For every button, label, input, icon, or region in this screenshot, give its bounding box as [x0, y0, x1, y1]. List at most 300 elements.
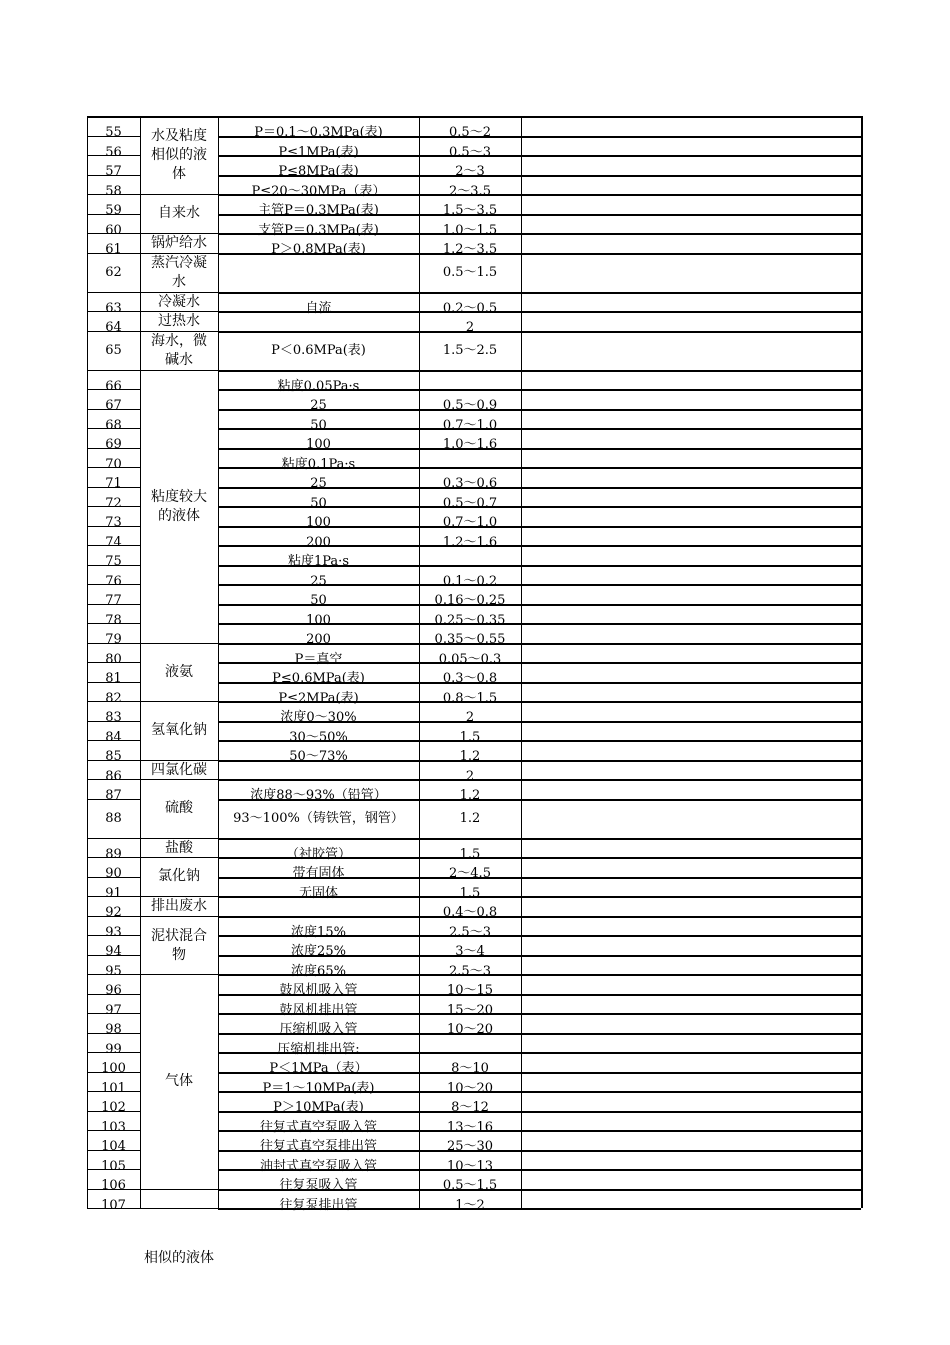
velocity-cell [419, 1072, 521, 1096]
row-number [87, 428, 140, 452]
medium-group-label: 粘度较大的液体 [151, 488, 207, 524]
row-number [87, 974, 140, 998]
row-number-text: 87 [105, 788, 122, 803]
row-number-text: 59 [105, 203, 122, 218]
velocity-text: 0.4～0.8 [442, 905, 498, 920]
velocity-cell [419, 643, 521, 667]
row-number [87, 253, 140, 292]
velocity-text: 0.3～0.6 [442, 476, 498, 491]
condition-cell [222, 233, 415, 257]
condition-text: 粘度1Pa·s [288, 554, 349, 569]
velocity-cell [419, 194, 521, 218]
remarks-cell [521, 857, 861, 877]
row-number [87, 682, 140, 706]
condition-cell [222, 760, 415, 780]
medium-group-label: 水及粘度相似的液体 [151, 127, 207, 182]
row-number [87, 545, 140, 569]
velocity-text: 2.5～3 [449, 925, 491, 940]
row-number [87, 214, 140, 238]
velocity-text: 0.35～0.55 [434, 632, 506, 647]
condition-text: 粘度0.1Pa·s [281, 457, 356, 472]
condition-text: P＜1MPa（表） [269, 1061, 368, 1076]
condition-cell [222, 1150, 415, 1174]
row-number-text: 94 [105, 944, 122, 959]
velocity-cell [419, 331, 521, 370]
condition-text: 浓度15% [291, 925, 346, 940]
row-number [87, 467, 140, 491]
condition-cell [222, 467, 415, 491]
remarks-cell [521, 311, 861, 331]
condition-cell [222, 389, 415, 413]
remarks-cell [521, 604, 861, 624]
condition-cell [222, 1033, 415, 1057]
velocity-cell [419, 389, 521, 413]
velocity-text: 10～20 [446, 1081, 494, 1096]
velocity-cell [419, 604, 521, 628]
velocity-cell [419, 233, 521, 257]
condition-cell [222, 916, 415, 940]
velocity-cell [419, 896, 521, 920]
row-number-text: 79 [105, 632, 122, 647]
velocity-text: 2～3 [455, 164, 485, 179]
condition-text: 25 [310, 398, 327, 413]
row-number [87, 292, 140, 316]
velocity-cell [419, 428, 521, 452]
velocity-cell [419, 545, 521, 565]
remarks-cell [521, 409, 861, 429]
condition-text: P≤20～30MPa（表） [251, 184, 386, 199]
velocity-text: 1.5 [459, 847, 481, 862]
remarks-cell [521, 448, 861, 468]
remarks-cell [521, 779, 861, 799]
row-number [87, 1111, 140, 1135]
row-number-text: 104 [101, 1139, 126, 1154]
remarks-cell [521, 896, 861, 916]
remarks-cell [521, 1052, 861, 1072]
condition-cell [222, 526, 415, 550]
condition-cell [222, 428, 415, 452]
velocity-cell [419, 838, 521, 862]
condition-cell [222, 896, 415, 916]
medium-group-label: 四氯化碳 [151, 761, 207, 778]
condition-cell [222, 643, 415, 667]
remarks-cell [521, 701, 861, 721]
velocity-text: 3～4 [455, 944, 485, 959]
velocity-cell [419, 506, 521, 530]
velocity-cell [419, 1169, 521, 1193]
velocity-text: 1.5 [459, 886, 481, 901]
remarks-cell [521, 584, 861, 604]
row-number [87, 643, 140, 667]
medium-group-label: 蒸汽冷凝水 [151, 254, 207, 290]
condition-text: 100 [306, 437, 331, 452]
remarks-cell [521, 331, 861, 370]
remarks-cell [521, 916, 861, 936]
row-number-text: 55 [105, 125, 122, 140]
velocity-cell [419, 721, 521, 745]
condition-cell [222, 155, 415, 179]
remarks-cell [521, 136, 861, 156]
row-number-text: 80 [105, 652, 122, 667]
condition-text: 浓度65% [291, 964, 346, 979]
condition-text: P≤2MPa(表) [278, 691, 359, 706]
row-number [87, 857, 140, 881]
remarks-cell [521, 175, 861, 195]
condition-text: P＝真空 [294, 652, 343, 667]
condition-text: 浓度0～30% [280, 710, 357, 725]
condition-text: 主管P＝0.3MPa(表) [258, 203, 379, 218]
row-number [87, 760, 140, 784]
velocity-text: 1.0～1.6 [442, 437, 498, 452]
velocity-text: 2～3.5 [449, 184, 491, 199]
row-number-text: 61 [105, 242, 122, 257]
velocity-text: 1～2 [455, 1198, 485, 1213]
row-number-text: 63 [105, 301, 122, 316]
row-number-text: 86 [105, 769, 122, 784]
row-number [87, 740, 140, 764]
velocity-text: 0.5～0.7 [442, 496, 498, 511]
velocity-cell [419, 1130, 521, 1154]
row-number [87, 701, 140, 725]
row-number [87, 779, 140, 803]
row-number [87, 721, 140, 745]
velocity-text: 0.5～0.9 [442, 398, 498, 413]
condition-text: 100 [306, 515, 331, 530]
velocity-text: 2 [465, 320, 475, 335]
row-number-text: 64 [105, 320, 122, 335]
condition-cell [222, 1052, 415, 1076]
velocity-cell [419, 701, 521, 725]
row-number-text: 65 [105, 342, 122, 358]
condition-text: 鼓风机排出管 [279, 1003, 358, 1018]
row-number-text: 71 [105, 476, 122, 491]
condition-cell [222, 253, 415, 292]
velocity-text: 0.5～1.5 [442, 1178, 498, 1193]
remarks-cell [521, 1130, 861, 1150]
row-number-text: 81 [105, 671, 122, 686]
condition-text: 浓度88～93%（铅管） [250, 788, 387, 803]
condition-text: 压缩机吸入管 [279, 1022, 358, 1037]
row-number-text: 100 [101, 1061, 126, 1076]
condition-cell [222, 682, 415, 706]
velocity-cell [419, 857, 521, 881]
remarks-cell [521, 233, 861, 253]
row-number [87, 389, 140, 413]
remarks-cell [521, 623, 861, 643]
row-number-text: 66 [105, 379, 122, 394]
remarks-cell [521, 682, 861, 702]
velocity-text: 1.5～3.5 [442, 203, 498, 218]
velocity-cell [419, 448, 521, 468]
remarks-cell [521, 740, 861, 760]
condition-cell [222, 740, 415, 764]
remarks-cell [521, 974, 861, 994]
velocity-cell [419, 116, 521, 140]
condition-cell [222, 565, 415, 589]
velocity-cell [419, 779, 521, 803]
row-number-text: 106 [101, 1178, 126, 1193]
medium-group-label: 液氨 [165, 664, 193, 680]
row-number-text: 77 [105, 593, 122, 608]
velocity-cell [419, 623, 521, 647]
row-number-text: 74 [105, 535, 122, 550]
condition-cell [222, 506, 415, 530]
row-number [87, 877, 140, 901]
row-number-text: 90 [105, 866, 122, 881]
condition-cell [222, 701, 415, 725]
velocity-cell [419, 526, 521, 550]
remarks-cell [521, 838, 861, 858]
condition-text: 自流 [305, 301, 332, 316]
condition-cell [222, 779, 415, 803]
row-number [87, 623, 140, 647]
remarks-cell [521, 1013, 861, 1033]
velocity-cell [419, 253, 521, 292]
velocity-cell [419, 136, 521, 160]
velocity-cell [419, 760, 521, 784]
velocity-text: 0.16～0.25 [434, 593, 506, 608]
row-number-text: 56 [105, 145, 122, 160]
row-number-text: 69 [105, 437, 122, 452]
row-number [87, 487, 140, 511]
condition-cell [222, 487, 415, 511]
velocity-cell [419, 292, 521, 316]
row-number-text: 73 [105, 515, 122, 530]
row-number [87, 311, 140, 335]
velocity-text: 10～15 [446, 983, 494, 998]
remarks-cell [521, 565, 861, 585]
condition-cell [222, 409, 415, 433]
condition-text: 带有固体 [292, 866, 345, 881]
remarks-cell [521, 467, 861, 487]
row-number-text: 70 [105, 457, 122, 472]
condition-cell [222, 955, 415, 979]
condition-text: 30～50% [289, 730, 348, 745]
condition-text: （衬胶管） [285, 847, 351, 862]
row-number [87, 935, 140, 959]
row-number [87, 1169, 140, 1193]
row-number [87, 916, 140, 940]
row-number [87, 116, 140, 140]
velocity-cell [419, 916, 521, 940]
velocity-text: 10～13 [446, 1159, 494, 1174]
condition-text: 25 [310, 476, 327, 491]
remarks-cell [521, 487, 861, 507]
condition-cell [222, 662, 415, 686]
row-number [87, 194, 140, 218]
row-number [87, 799, 140, 838]
velocity-cell [419, 682, 521, 706]
condition-cell [222, 331, 415, 370]
row-number [87, 838, 140, 862]
condition-cell [222, 370, 415, 394]
condition-cell [222, 116, 415, 140]
condition-cell [222, 1072, 415, 1096]
row-number-text: 83 [105, 710, 122, 725]
velocity-text: 0.3～0.8 [442, 671, 498, 686]
velocity-cell [419, 214, 521, 238]
velocity-cell [419, 740, 521, 764]
remarks-cell [521, 506, 861, 526]
condition-cell [222, 877, 415, 901]
condition-cell [222, 799, 415, 838]
row-number [87, 1130, 140, 1154]
remarks-cell [521, 214, 861, 234]
row-number-text: 103 [101, 1120, 126, 1135]
condition-cell [222, 175, 415, 199]
row-number [87, 1013, 140, 1037]
row-number-text: 57 [105, 164, 122, 179]
velocity-text: 0.5～3 [449, 145, 491, 160]
row-number [87, 526, 140, 550]
velocity-text: 1.2 [459, 810, 481, 826]
remarks-cell [521, 799, 861, 838]
velocity-cell [419, 467, 521, 491]
medium-group-label [146, 1189, 212, 1209]
column-divider [140, 116, 141, 1208]
remarks-cell [521, 194, 861, 214]
velocity-text: 0.2～0.5 [442, 301, 498, 316]
row-number-text: 72 [105, 496, 122, 511]
condition-text: 往复泵吸入管 [279, 1178, 358, 1193]
velocity-cell [419, 955, 521, 979]
row-number-text: 62 [105, 264, 122, 280]
medium-group-label: 氯化钠 [158, 868, 200, 884]
remarks-cell [521, 877, 861, 897]
condition-cell [222, 838, 415, 862]
velocity-text: 0.7～1.0 [442, 515, 498, 530]
row-number-text: 91 [105, 886, 122, 901]
velocity-cell [419, 662, 521, 686]
row-number-text: 76 [105, 574, 122, 589]
remarks-cell [521, 1072, 861, 1092]
velocity-cell [419, 1052, 521, 1076]
condition-text: 50 [310, 418, 327, 433]
condition-text: 支管P＝0.3MPa(表) [258, 223, 379, 238]
remarks-cell [521, 1091, 861, 1111]
medium-group-label: 泥状混合物 [151, 927, 207, 963]
medium-group-label: 排出废水 [151, 897, 207, 914]
row-number-text: 105 [101, 1159, 126, 1174]
row-number [87, 1091, 140, 1115]
row-number-text: 67 [105, 398, 122, 413]
row-number-text: 75 [105, 554, 122, 569]
condition-text: 往复式真空泵排出管 [259, 1139, 377, 1154]
velocity-text: 0.8～1.5 [442, 691, 498, 706]
row-number-text: 107 [101, 1198, 126, 1213]
velocity-text: 10～20 [446, 1022, 494, 1037]
velocity-cell [419, 584, 521, 608]
condition-text: 压缩机排出管: [277, 1042, 360, 1057]
velocity-text: 2～4.5 [449, 866, 491, 881]
condition-text: 50 [310, 496, 327, 511]
condition-cell [222, 292, 415, 316]
velocity-cell [419, 1091, 521, 1115]
condition-cell [222, 1189, 415, 1213]
condition-cell [222, 136, 415, 160]
velocity-text: 1.2 [459, 788, 481, 803]
velocity-cell [419, 1189, 521, 1213]
velocity-text: 13～16 [446, 1120, 494, 1135]
condition-text: P＞10MPa(表) [273, 1100, 364, 1115]
condition-text: P≤0.6MPa(表) [272, 671, 365, 686]
row-number-text: 102 [101, 1100, 126, 1115]
row-number-text: 88 [105, 810, 122, 826]
row-number [87, 604, 140, 628]
velocity-text: 0.1～0.2 [442, 574, 498, 589]
velocity-cell [419, 409, 521, 433]
row-number [87, 370, 140, 394]
medium-group-label: 硫酸 [165, 800, 193, 816]
condition-text: P≤8MPa(表) [278, 164, 359, 179]
velocity-text: 1.5～2.5 [442, 342, 498, 358]
row-number [87, 175, 140, 199]
velocity-cell [419, 935, 521, 959]
remarks-cell [521, 721, 861, 741]
row-number [87, 155, 140, 179]
remarks-cell [521, 643, 861, 663]
row-number-text: 93 [105, 925, 122, 940]
row-number [87, 662, 140, 686]
row-number [87, 1072, 140, 1096]
medium-group-label: 气体 [165, 1073, 193, 1089]
overflow-text: 相似的液体 [144, 1250, 214, 1266]
remarks-cell [521, 389, 861, 409]
row-number [87, 448, 140, 472]
condition-cell [222, 721, 415, 745]
velocity-text: 8～12 [451, 1100, 489, 1115]
row-number-text: 95 [105, 964, 122, 979]
condition-text: 100 [306, 613, 331, 628]
row-number-text: 82 [105, 691, 122, 706]
row-number [87, 1033, 140, 1057]
row-number [87, 565, 140, 589]
condition-text: 50～73% [289, 749, 348, 764]
velocity-cell [419, 1150, 521, 1174]
remarks-cell [521, 370, 861, 390]
condition-text: 浓度25% [291, 944, 346, 959]
remarks-cell [521, 1111, 861, 1131]
condition-text: P≤1MPa(表) [278, 145, 359, 160]
velocity-text: 25～30 [446, 1139, 494, 1154]
remarks-cell [521, 526, 861, 546]
medium-group-label: 冷凝水 [158, 293, 200, 310]
remarks-cell [521, 116, 861, 136]
condition-text: 粘度0.05Pa·s [277, 379, 360, 394]
condition-text: 50 [310, 593, 327, 608]
row-number-text: 68 [105, 418, 122, 433]
row-number [87, 896, 140, 920]
row-number [87, 1189, 140, 1213]
condition-cell [222, 1013, 415, 1037]
velocity-text: 15～20 [446, 1003, 494, 1018]
row-number-text: 96 [105, 983, 122, 998]
condition-cell [222, 1169, 415, 1193]
condition-cell [222, 214, 415, 238]
velocity-text: 0.7～1.0 [442, 418, 498, 433]
condition-text: 200 [306, 535, 331, 550]
condition-text: 93～100%（铸铁管，钢管） [233, 810, 404, 826]
row-number-text: 89 [105, 847, 122, 862]
medium-group-label: 海水，微碱水 [151, 332, 207, 368]
condition-text: 往复式真空泵吸入管 [259, 1120, 377, 1135]
condition-cell [222, 623, 415, 647]
row-number-text: 101 [101, 1081, 126, 1096]
condition-cell [222, 584, 415, 608]
row-number [87, 136, 140, 160]
condition-cell [222, 1091, 415, 1115]
remarks-cell [521, 935, 861, 955]
